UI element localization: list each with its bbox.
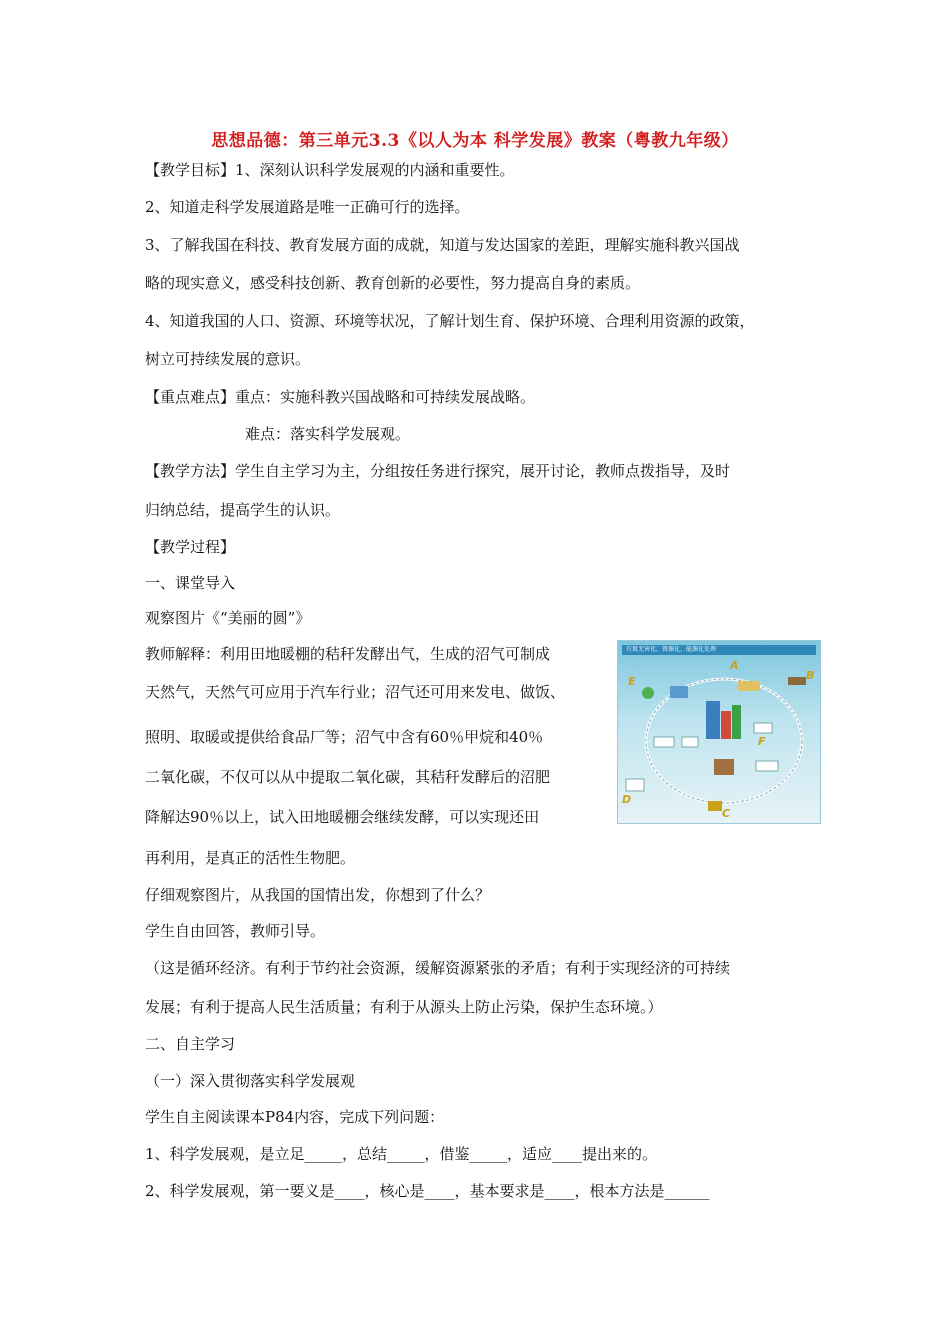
circular-economy-figure	[617, 640, 821, 824]
figure-header: 垃圾无害化、资源化、能源化处理	[622, 645, 816, 655]
text-line: 树立可持续发展的意识。	[145, 350, 311, 368]
text-line: 学生自主阅读课本P84内容，完成下列问题：	[145, 1108, 445, 1126]
figure-label-b: B	[806, 669, 815, 682]
text-line: （这是循环经济。有利于节约社会资源，缓解资源紧张的矛盾；有利于实现经济的可持续	[145, 959, 731, 977]
figure-label-a: A	[730, 659, 739, 672]
text-line: 2、科学发展观，第一要义是____，核心是____，基本要求是____，根本方法是______	[145, 1182, 710, 1200]
text-line: 【教学方法】学生自主学习为主，分组按任务进行探究，展开讨论，教师点拨指导，及时	[145, 462, 731, 480]
figure-cycle-graphic	[618, 641, 820, 823]
text-line: 【教学目标】1、深刻认识科学发展观的内涵和重要性。	[145, 161, 515, 179]
text-line: 难点：落实科学发展观。	[245, 425, 411, 443]
text-line: 略的现实意义，感受科技创新、教育创新的必要性，努力提高自身的素质。	[145, 274, 641, 292]
text-line: 归纳总结，提高学生的认识。	[145, 501, 341, 519]
text-line: 学生自由回答，教师引导。	[145, 922, 326, 940]
text-line: 【重点难点】重点：实施科教兴国战略和可持续发展战略。	[145, 388, 536, 406]
figure-label-d: D	[622, 793, 632, 806]
text-line: 天然气，天然气可应用于汽车行业；沼气还可用来发电、做饭、	[145, 683, 566, 701]
figure-label-f: F	[758, 735, 766, 748]
text-line: 降解达90％以上，试入田地暖棚会继续发酵，可以实现还田	[145, 808, 540, 826]
text-line: 1、科学发展观，是立足_____，总结_____，借鉴_____，适应____提出来的。	[145, 1145, 658, 1163]
text-line: 【教学过程】	[145, 538, 236, 556]
text-line: 3、了解我国在科技、教育发展方面的成就，知道与发达国家的差距，理解实施科教兴国战	[145, 236, 740, 254]
text-line: 4、知道我国的人口、资源、环境等状况，了解计划生育、保护环境、合理利用资源的政策，	[145, 312, 755, 330]
figure-label-e: E	[628, 675, 636, 688]
text-line: 教师解释：利用田地暖棚的秸秆发酵出气，生成的沼气可制成	[145, 645, 551, 663]
text-line: 照明、取暖或提供给食品厂等；沼气中含有60％甲烷和40％	[145, 728, 544, 746]
text-line: （一）深入贯彻落实科学发展观	[145, 1072, 356, 1090]
text-line: 发展；有利于提高人民生活质量；有利于从源头上防止污染，保护生态环境。）	[145, 998, 663, 1016]
text-line: 仔细观察图片，从我国的国情出发，你想到了什么？	[145, 886, 491, 904]
text-line: 二氧化碳，不仅可以从中提取二氧化碳，其秸秆发酵后的沼肥	[145, 768, 551, 786]
text-line: 观察图片《“美丽的圆”》	[145, 609, 311, 627]
text-line: 一、课堂导入	[145, 574, 236, 592]
document-title: 思想品德：第三单元3.3《以人为本 科学发展》教案（粤教九年级）	[211, 131, 739, 151]
text-line: 二、自主学习	[145, 1035, 236, 1053]
text-line: 再利用，是真正的活性生物肥。	[145, 849, 356, 867]
text-line: 2、知道走科学发展道路是唯一正确可行的选择。	[145, 198, 470, 216]
figure-label-c: C	[722, 807, 731, 820]
